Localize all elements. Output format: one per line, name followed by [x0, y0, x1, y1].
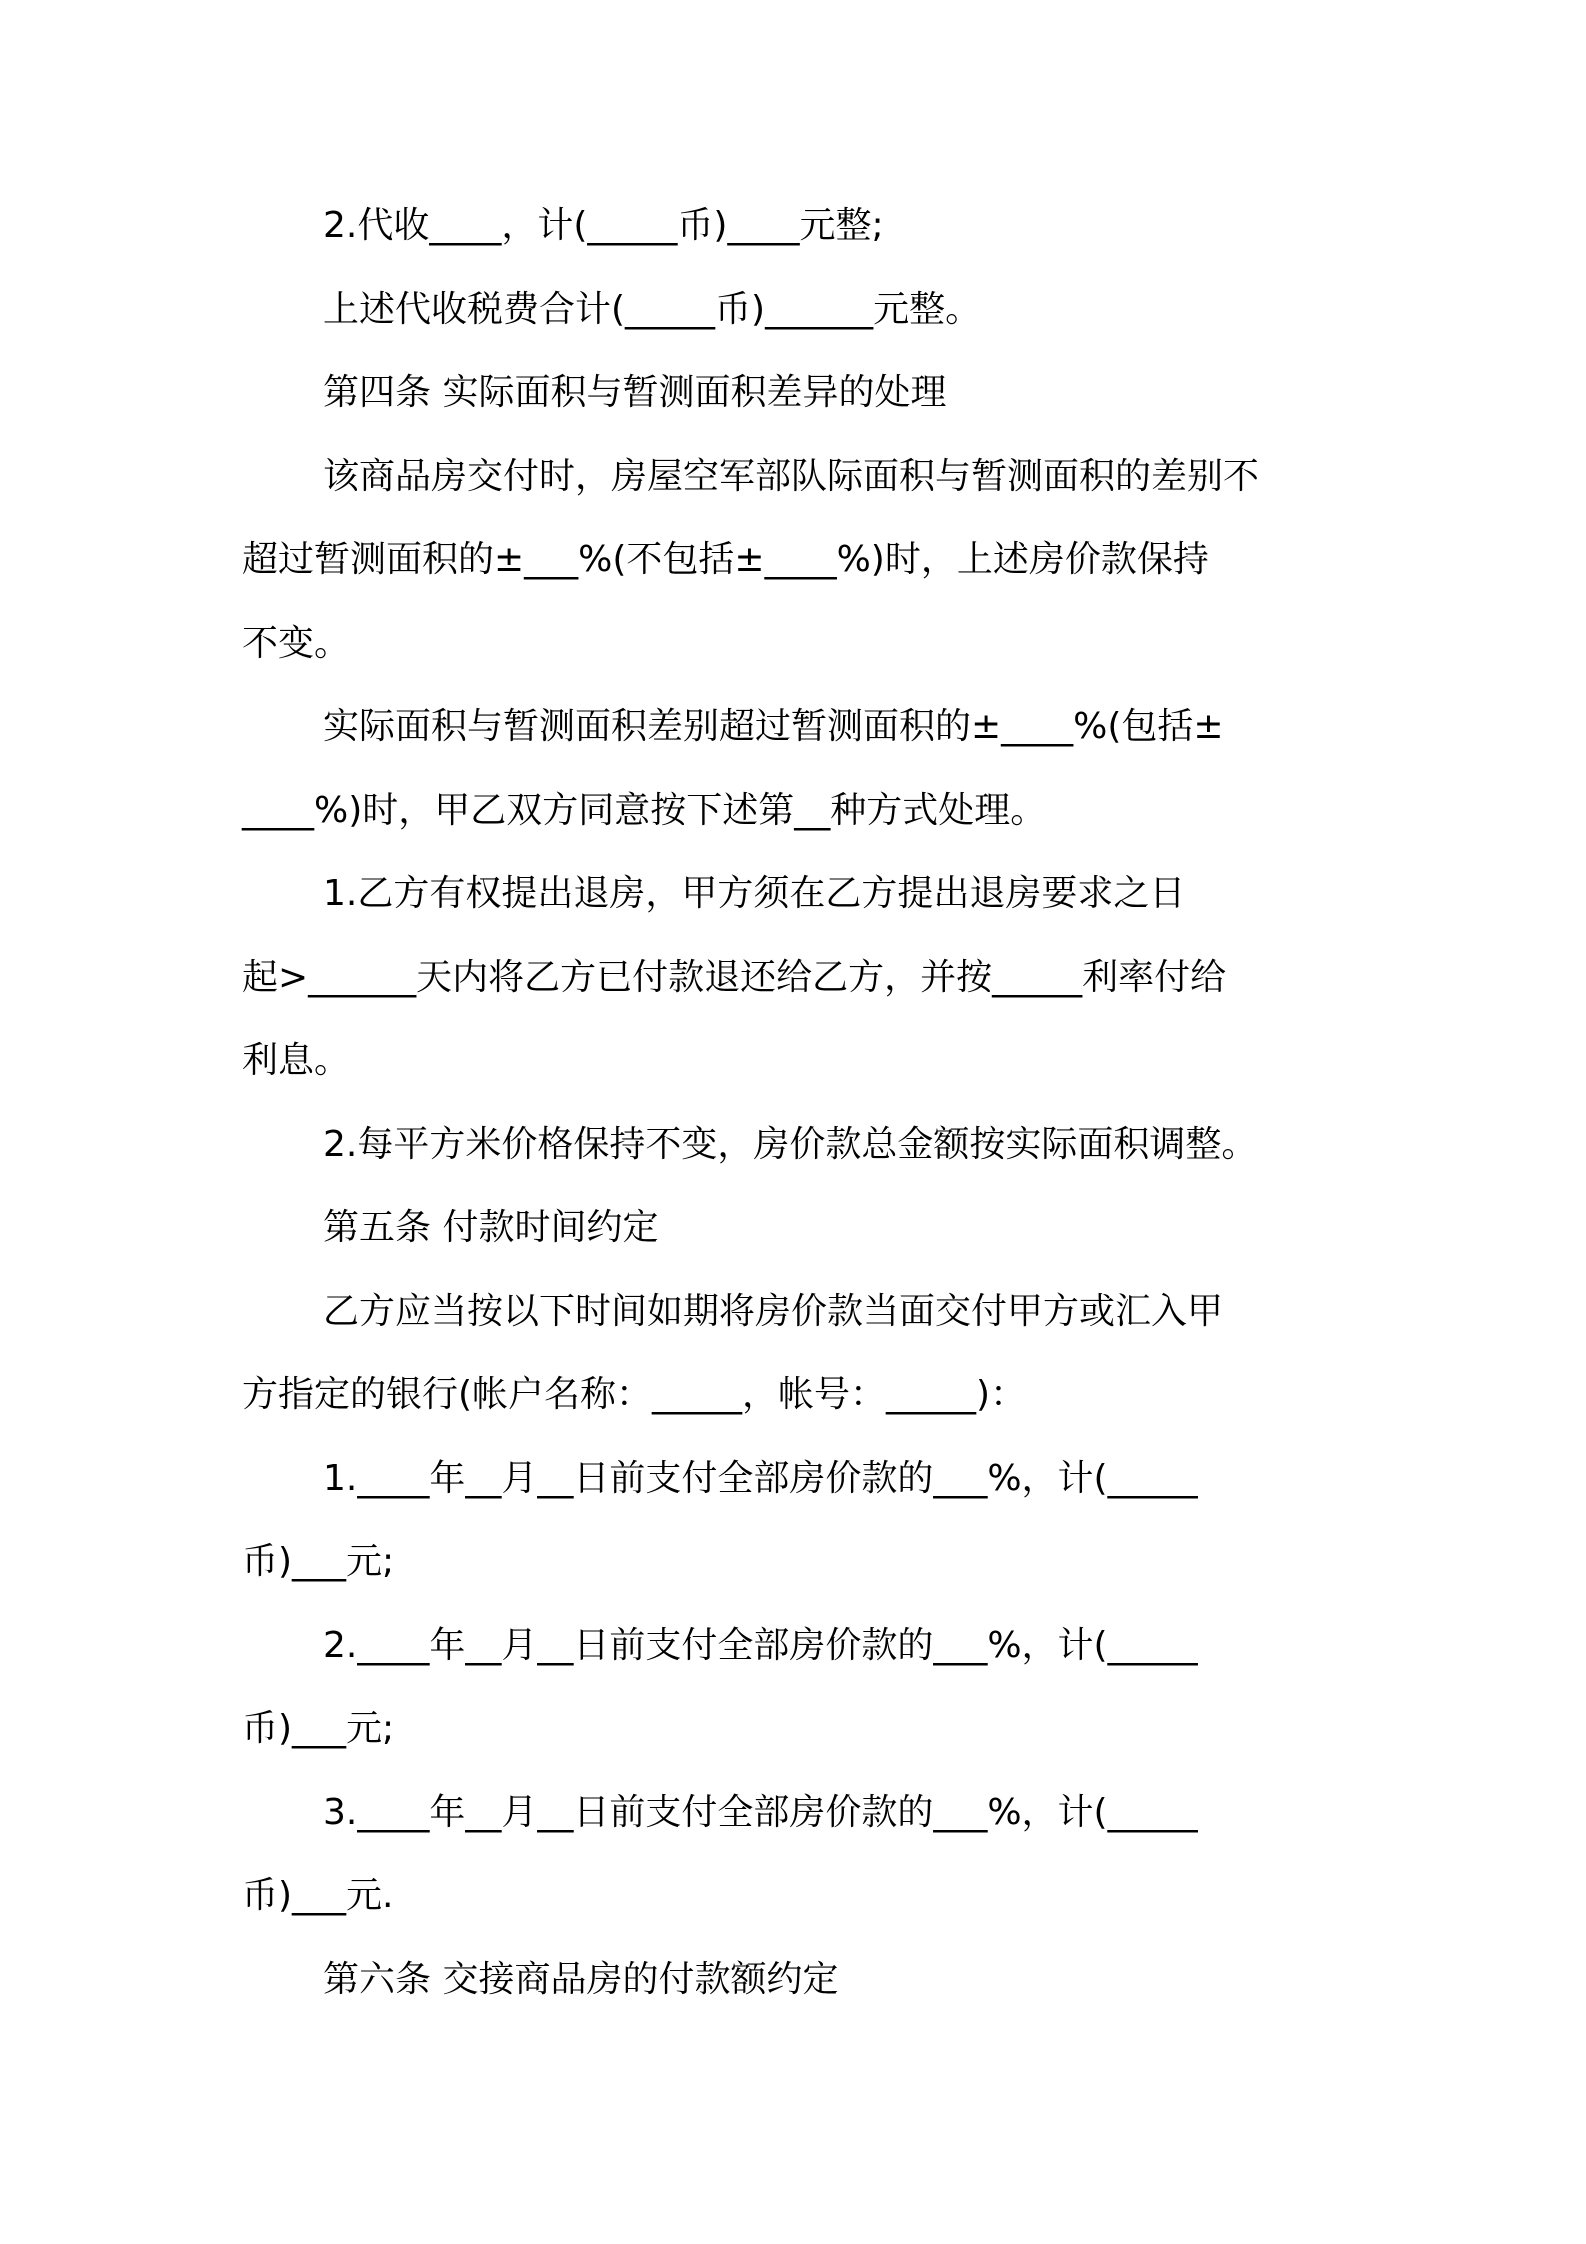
- article-5-heading: 第五条 付款时间约定: [323, 1207, 659, 1248]
- article-4-heading: 第四条 实际面积与暂测面积差异的处理: [323, 372, 947, 413]
- paragraph-line: 乙方应当按以下时间如期将房价款当面交付甲方或汇入甲: [323, 1291, 1224, 1332]
- paragraph-line: ____%)时，甲乙双方同意按下述第__种方式处理。: [242, 790, 1047, 831]
- text-line-collection-total: 上述代收税费合计(_____币)______元整。: [323, 289, 982, 330]
- paragraph-line: 方指定的银行(帐户名称：_____，帐号：_____)：: [242, 1374, 1027, 1415]
- option-1-line: 利息。: [242, 1040, 351, 1081]
- payment-item-2-cont: 币)___元;: [242, 1708, 395, 1749]
- option-1-line: 起>______天内将乙方已付款退还给乙方，并按_____利率付给: [242, 957, 1227, 998]
- text-line-collection-item2: 2.代收____，计(_____币)____元整;: [323, 205, 884, 246]
- paragraph-line: 超过暂测面积的±___%(不包括±____%)时，上述房价款保持: [242, 539, 1209, 580]
- payment-item-3-cont: 币)___元.: [242, 1875, 394, 1916]
- option-2-line: 2.每平方米价格保持不变，房价款总金额按实际面积调整。: [323, 1124, 1258, 1165]
- payment-item-3: 3.____年__月__日前支付全部房价款的___%，计(_____: [323, 1792, 1198, 1833]
- payment-item-2: 2.____年__月__日前支付全部房价款的___%，计(_____: [323, 1625, 1198, 1666]
- payment-item-1: 1.____年__月__日前支付全部房价款的___%，计(_____: [323, 1458, 1198, 1499]
- article-6-heading: 第六条 交接商品房的付款额约定: [323, 1959, 839, 2000]
- paragraph-line: 实际面积与暂测面积差别超过暂测面积的±____%(包括±: [323, 706, 1224, 747]
- paragraph-line: 不变。: [242, 623, 351, 664]
- paragraph-line: 该商品房交付时，房屋空军部队际面积与暂测面积的差别不: [323, 456, 1260, 497]
- payment-item-1-cont: 币)___元;: [242, 1541, 395, 1582]
- option-1-line: 1.乙方有权提出退房，甲方须在乙方提出退房要求之日: [323, 873, 1186, 914]
